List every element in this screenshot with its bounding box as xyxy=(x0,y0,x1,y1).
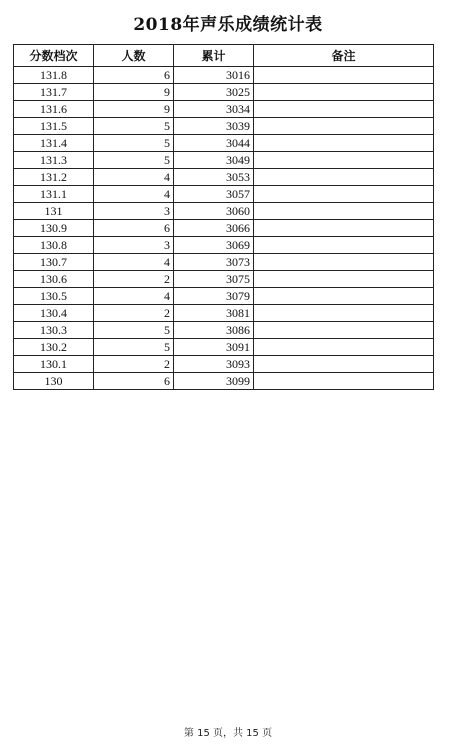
cell-score-level: 130.2 xyxy=(14,339,94,356)
cell-cumulative: 3049 xyxy=(174,152,254,169)
cell-count: 2 xyxy=(94,305,174,322)
cell-cumulative: 3034 xyxy=(174,101,254,118)
cell-count: 4 xyxy=(94,254,174,271)
cell-score-level: 130 xyxy=(14,373,94,390)
cell-count: 5 xyxy=(94,339,174,356)
cell-score-level: 130.9 xyxy=(14,220,94,237)
cell-score-level: 130.8 xyxy=(14,237,94,254)
cell-remarks xyxy=(254,101,434,118)
cell-score-level: 131 xyxy=(14,203,94,220)
score-statistics-table xyxy=(13,44,434,390)
cell-count: 4 xyxy=(94,288,174,305)
header-cumulative: 累计 xyxy=(174,45,254,67)
header-score-level: 分数档次 xyxy=(14,45,94,67)
cell-remarks xyxy=(254,339,434,356)
cell-remarks xyxy=(254,220,434,237)
cell-remarks xyxy=(254,203,434,220)
cell-score-level: 130.7 xyxy=(14,254,94,271)
table-row xyxy=(14,67,434,84)
table-row xyxy=(14,254,434,271)
table-row xyxy=(14,288,434,305)
table-row xyxy=(14,356,434,373)
cell-count: 6 xyxy=(94,220,174,237)
cell-cumulative: 3069 xyxy=(174,237,254,254)
cell-remarks xyxy=(254,356,434,373)
cell-score-level: 130.3 xyxy=(14,322,94,339)
cell-score-level: 131.6 xyxy=(14,101,94,118)
table-row xyxy=(14,135,434,152)
cell-cumulative: 3091 xyxy=(174,339,254,356)
table-row xyxy=(14,186,434,203)
cell-count: 6 xyxy=(94,67,174,84)
cell-remarks xyxy=(254,118,434,135)
cell-remarks xyxy=(254,67,434,84)
cell-remarks xyxy=(254,254,434,271)
cell-remarks xyxy=(254,271,434,288)
cell-cumulative: 3075 xyxy=(174,271,254,288)
cell-score-level: 131.5 xyxy=(14,118,94,135)
cell-score-level: 131.4 xyxy=(14,135,94,152)
cell-score-level: 131.2 xyxy=(14,169,94,186)
cell-count: 6 xyxy=(94,373,174,390)
cell-remarks xyxy=(254,84,434,101)
cell-remarks xyxy=(254,237,434,254)
document-title: 2018年声乐成绩统计表 xyxy=(133,15,323,35)
cell-remarks xyxy=(254,186,434,203)
cell-count: 5 xyxy=(94,152,174,169)
cell-score-level: 131.7 xyxy=(14,84,94,101)
cell-count: 3 xyxy=(94,203,174,220)
table-row xyxy=(14,271,434,288)
table-row xyxy=(14,305,434,322)
cell-count: 3 xyxy=(94,237,174,254)
table-row xyxy=(14,237,434,254)
cell-cumulative: 3053 xyxy=(174,169,254,186)
cell-score-level: 130.4 xyxy=(14,305,94,322)
cell-cumulative: 3086 xyxy=(174,322,254,339)
cell-score-level: 131.1 xyxy=(14,186,94,203)
table-row xyxy=(14,203,434,220)
table-row xyxy=(14,373,434,390)
cell-count: 5 xyxy=(94,322,174,339)
cell-cumulative: 3039 xyxy=(174,118,254,135)
cell-cumulative: 3093 xyxy=(174,356,254,373)
table-body xyxy=(14,67,434,390)
cell-remarks xyxy=(254,322,434,339)
table-row xyxy=(14,220,434,237)
cell-remarks xyxy=(254,169,434,186)
cell-cumulative: 3073 xyxy=(174,254,254,271)
cell-remarks xyxy=(254,135,434,152)
cell-count: 5 xyxy=(94,135,174,152)
cell-cumulative: 3079 xyxy=(174,288,254,305)
table-row xyxy=(14,118,434,135)
table-row xyxy=(14,84,434,101)
header-count: 人数 xyxy=(94,45,174,67)
cell-score-level: 130.6 xyxy=(14,271,94,288)
cell-remarks xyxy=(254,373,434,390)
table-row xyxy=(14,169,434,186)
table-header-row xyxy=(14,45,434,67)
cell-remarks xyxy=(254,305,434,322)
cell-count: 4 xyxy=(94,169,174,186)
cell-score-level: 130.1 xyxy=(14,356,94,373)
cell-count: 4 xyxy=(94,186,174,203)
page-footer: 第 15 页，共 15 页 xyxy=(183,728,273,739)
cell-score-level: 131.3 xyxy=(14,152,94,169)
table-row xyxy=(14,339,434,356)
cell-cumulative: 3025 xyxy=(174,84,254,101)
cell-remarks xyxy=(254,152,434,169)
cell-score-level: 131.8 xyxy=(14,67,94,84)
cell-count: 9 xyxy=(94,84,174,101)
cell-cumulative: 3081 xyxy=(174,305,254,322)
table-row xyxy=(14,101,434,118)
cell-count: 5 xyxy=(94,118,174,135)
table-row xyxy=(14,152,434,169)
header-remarks: 备注 xyxy=(254,45,434,67)
table-row xyxy=(14,322,434,339)
cell-cumulative: 3044 xyxy=(174,135,254,152)
cell-count: 9 xyxy=(94,101,174,118)
cell-cumulative: 3057 xyxy=(174,186,254,203)
cell-cumulative: 3060 xyxy=(174,203,254,220)
cell-cumulative: 3016 xyxy=(174,67,254,84)
cell-count: 2 xyxy=(94,356,174,373)
cell-cumulative: 3066 xyxy=(174,220,254,237)
cell-cumulative: 3099 xyxy=(174,373,254,390)
cell-count: 2 xyxy=(94,271,174,288)
cell-score-level: 130.5 xyxy=(14,288,94,305)
cell-remarks xyxy=(254,288,434,305)
